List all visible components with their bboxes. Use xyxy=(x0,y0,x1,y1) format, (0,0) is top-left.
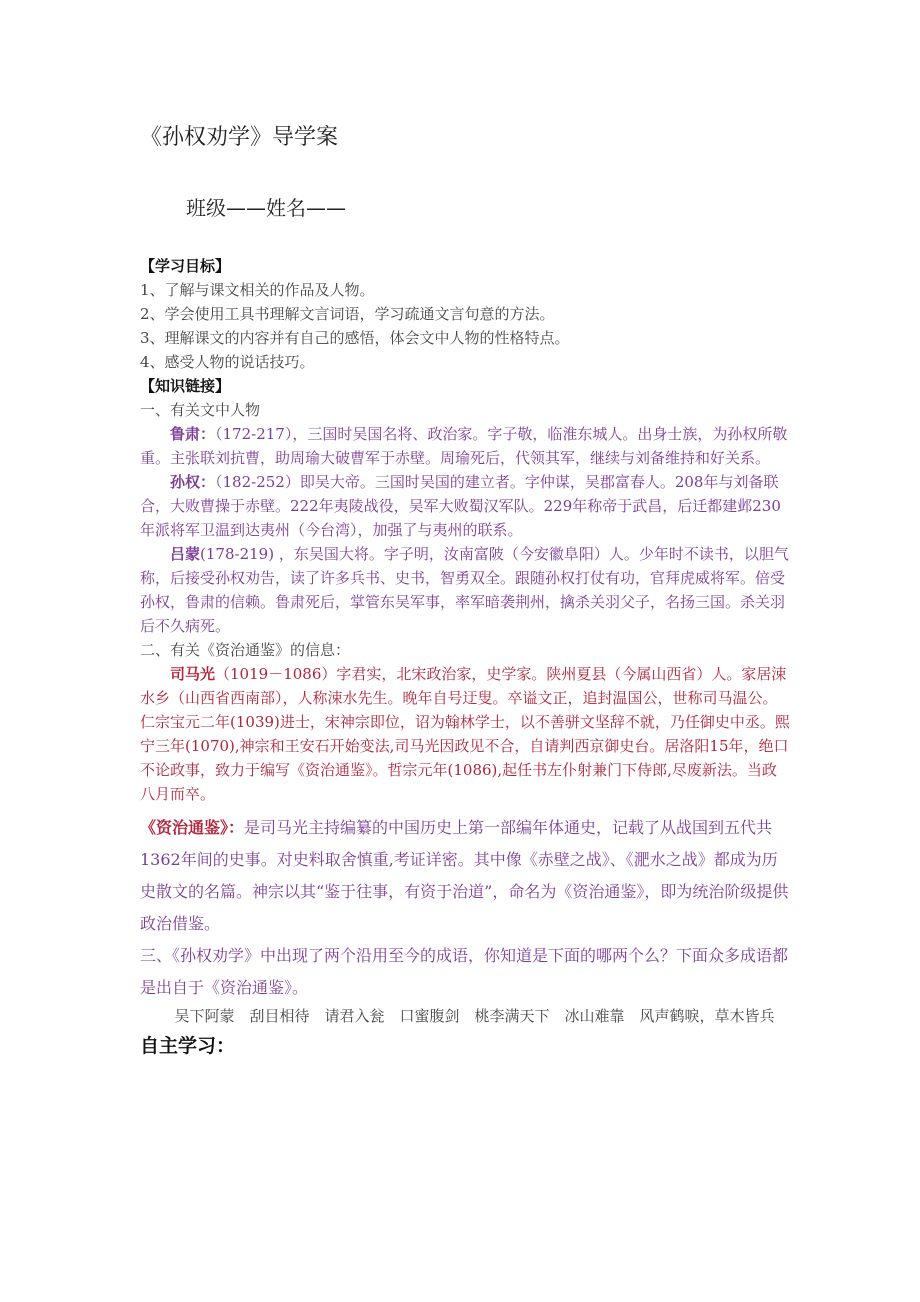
self-study-heading: 自主学习： xyxy=(140,1035,236,1057)
lvmeng-text: (178-219) ，东吴国大将。字子明，汝南富陂（今安徽阜阳）人。少年时不读书，以胆气称，后接受孙权劝告，读了许多兵书、史书，智勇双全。跟随孙权打仗有功，官拜虎威将军。倍受孙权，鲁肃的信赖。鲁肃死后，掌管东吴军事，率军暗袭荆州，擒杀关羽父子，名扬三国。杀关羽后不久病死。 xyxy=(140,545,789,635)
sunquan-name: 孙权： xyxy=(170,473,216,491)
goal-item: 2、学会使用工具书理解文言词语，学习疏通文言句意的方法。 xyxy=(140,305,555,323)
lusu-name: 鲁肃： xyxy=(170,425,216,443)
sunquan-paragraph xyxy=(140,470,790,542)
simaguang-text: （1019－1086）字君实，北宋政治家，史学家。陕州夏县（今属山西省）人。家居涑水乡（山西省西南部），人称涑水先生。晚年自号迂叟。卒谥文正，追封温国公，世称司马温公。仁宗宝元二年(1039)进士，宋神宗即位，诏为翰林学士，以不善骈文坚辞不就，乃任御史中丞。熙宁三年(1070),神宗和王安石开始变法,司马光因政见不合，自请判西京御史台。居洛阳15年，绝口不论政事，致力于编写《资治通鉴》。哲宗元年(1086),起任书左仆射兼门下侍郎,尽废新法。当政八月而卒。 xyxy=(140,665,790,803)
lusu-text: （172-217），三国时吴国名将、政治家。字子敬，临淮东城人。出身士族，为孙权所敬重。主张联刘抗曹，助周瑜大破曹军于赤壁。周瑜死后，代领其军，继续与刘备维持和好关系。 xyxy=(140,425,788,467)
goal-item: 3、理解课文的内容并有自己的感悟，体会文中人物的性格特点。 xyxy=(140,329,570,347)
goal-item: 4、感受人物的说话技巧。 xyxy=(140,353,315,371)
sunquan-text: （182-252）即吴大帝。三国时吴国的建立者。字仲谋，吴郡富春人。208年与刘备联合，大败曹操于赤壁。222年夷陵战役，吴军大败蜀汉军队。229年称帝于武昌，后迁都建邺230年派将军卫温到达夷州（今台湾），加强了与夷州的联系。 xyxy=(140,473,781,539)
simaguang-paragraph xyxy=(140,662,790,806)
goal-item: 1、了解与课文相关的作品及人物。 xyxy=(140,281,375,299)
lusu-paragraph xyxy=(140,422,790,470)
zizhi-text: 是司马光主持编纂的中国历史上第一部编年体通史，记载了从战国到五代共1362年间的史事。对史料取舍慎重,考证详密。其中像《赤壁之战》、《淝水之战》都成为历史散文的名篇。神宗以其“鉴于往事，有资于治道”，命名为《资治通鉴》，即为统治阶级提供政治借鉴。 xyxy=(140,818,789,933)
zizhi-paragraph xyxy=(140,812,790,940)
lvmeng-paragraph xyxy=(140,542,790,638)
idiom-list: 吴下阿蒙 刮目相待 请君入瓮 口蜜腹剑 桃李满天下 冰山难靠 风声鹤唳，草木皆兵 xyxy=(174,1007,775,1025)
page-title: 《孙权劝学》导学案 xyxy=(140,125,339,150)
lvmeng-name: 吕蒙 xyxy=(170,545,201,563)
content-body xyxy=(140,254,790,1058)
section2-title: 二、有关《资治通鉴》的信息： xyxy=(140,641,351,659)
section3-paragraph: 三、《孙权劝学》中出现了两个沿用至今的成语，你知道是下面的哪两个么？下面众多成语都是出自于《资治通鉴》。 xyxy=(140,946,789,997)
simaguang-name: 司马光 xyxy=(170,665,216,683)
knowledge-heading: 【知识链接】 xyxy=(140,377,231,395)
zizhi-name: 《资治通鉴》： xyxy=(140,818,245,837)
goals-heading: 【学习目标】 xyxy=(140,257,231,275)
section1-title: 一、有关文中人物 xyxy=(140,401,261,419)
class-name-line: 班级——姓名—— xyxy=(186,196,346,220)
